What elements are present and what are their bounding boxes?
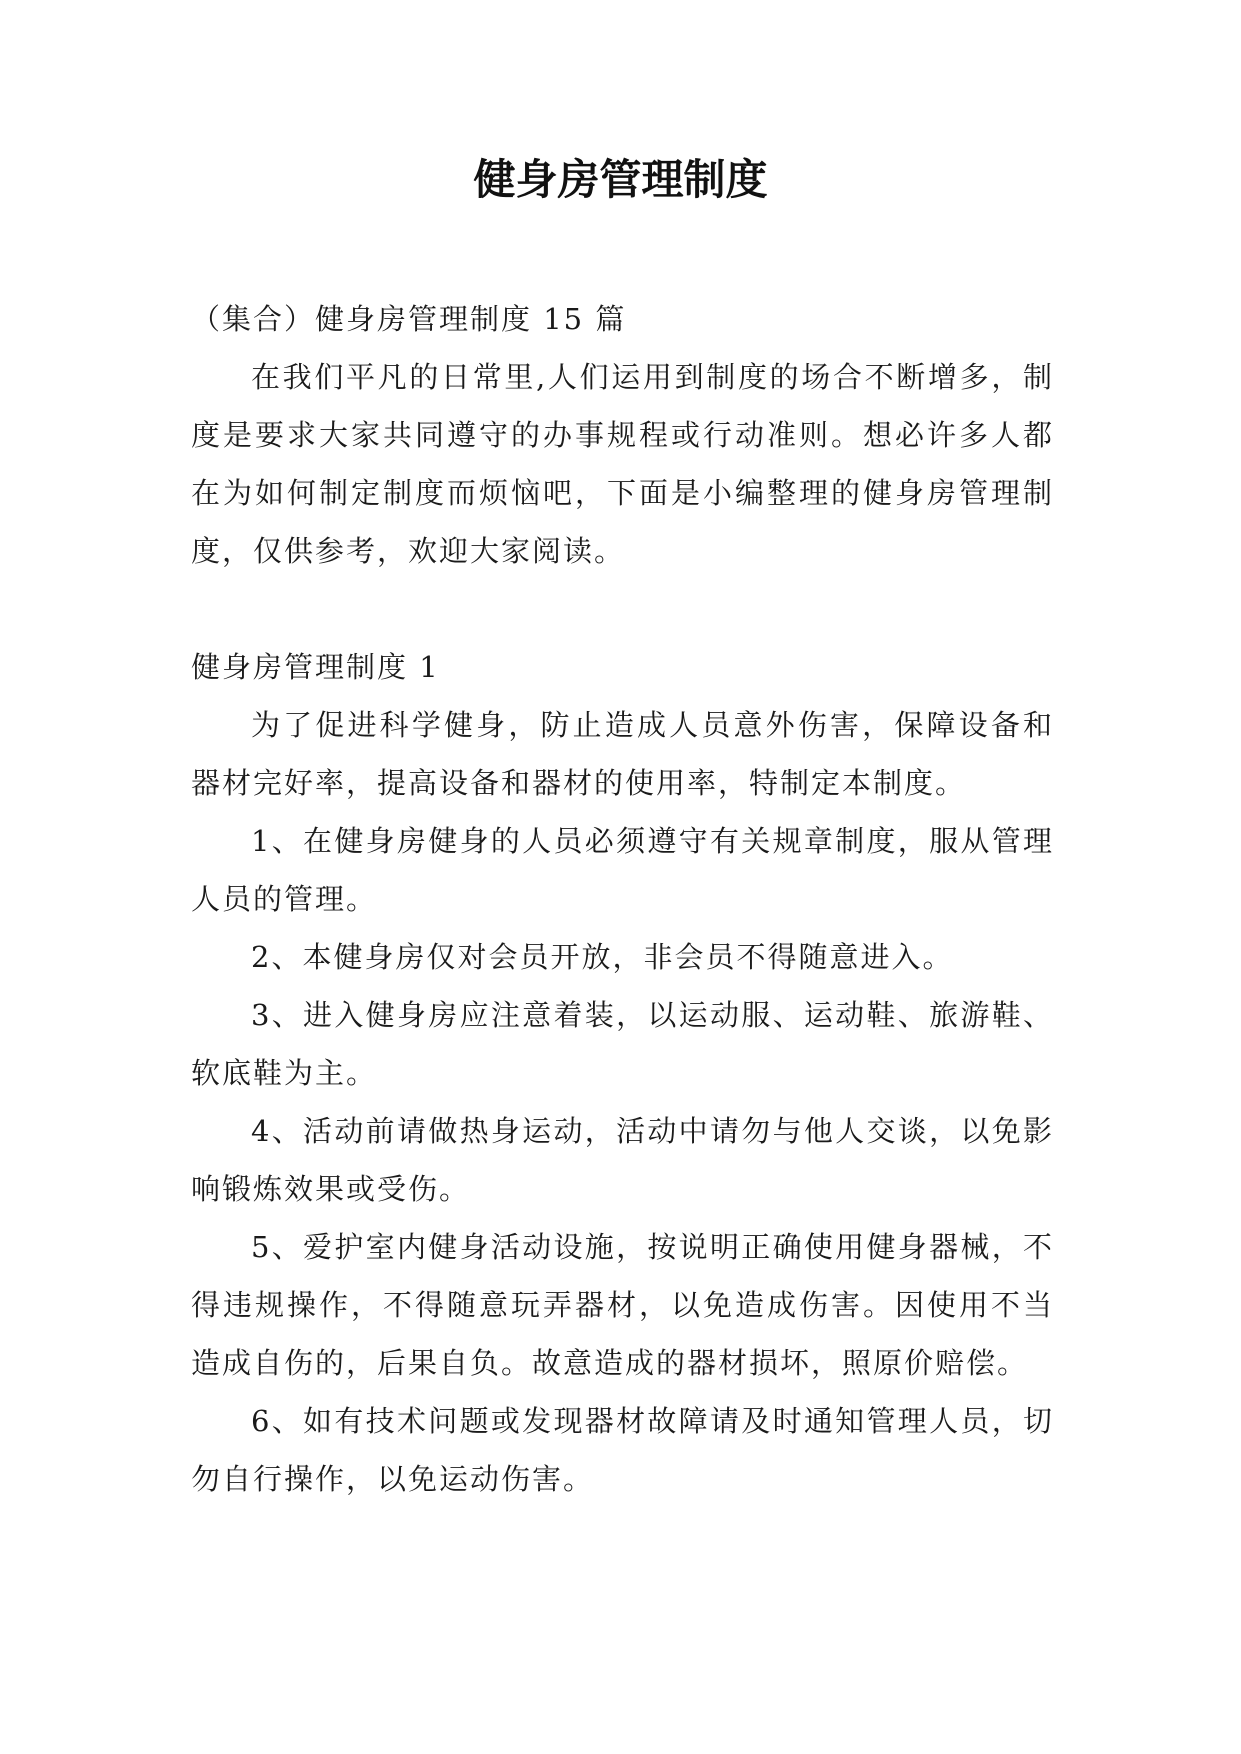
collection-heading: （集合）健身房管理制度 15 篇 (191, 302, 627, 336)
intro-paragraph: 在我们平凡的日常里,人们运用到制度的场合不断增多，制度是要求大家共同遵守的办事规程或行动准则。想必许多人都在为如何制定制度而烦恼吧，下面是小编整理的健身房管理制度，仅供参考，欢迎大家阅读。 (191, 360, 1054, 568)
rule-1: 1、在健身房健身的人员必须遵守有关规章制度，服从管理人员的管理。 (191, 824, 1054, 916)
rule-5: 5、爱护室内健身活动设施，按说明正确使用健身器械，不得违规操作，不得随意玩弄器材，以免造成伤害。因使用不当造成自伤的，后果自负。故意造成的器材损坏，照原价赔偿。 (191, 1230, 1054, 1380)
rule-6: 6、如有技术问题或发现器材故障请及时通知管理人员，切勿自行操作，以免运动伤害。 (191, 1404, 1054, 1496)
section-spacer (191, 580, 1054, 638)
section-paragraph-purpose: 为了促进科学健身，防止造成人员意外伤害，保障设备和器材完好率，提高设备和器材的使用率，特制定本制度。 (191, 708, 1054, 800)
document-title: 健身房管理制度 (473, 155, 768, 204)
rule-4: 4、活动前请做热身运动，活动中请勿与他人交谈，以免影响锻炼效果或受伤。 (191, 1114, 1054, 1206)
document-body (191, 290, 1054, 1508)
rule-2: 2、本健身房仅对会员开放，非会员不得随意进入。 (251, 940, 954, 974)
rule-3: 3、进入健身房应注意着装，以运动服、运动鞋、旅游鞋、软底鞋为主。 (191, 998, 1054, 1090)
section-heading: 健身房管理制度 1 (191, 650, 440, 684)
